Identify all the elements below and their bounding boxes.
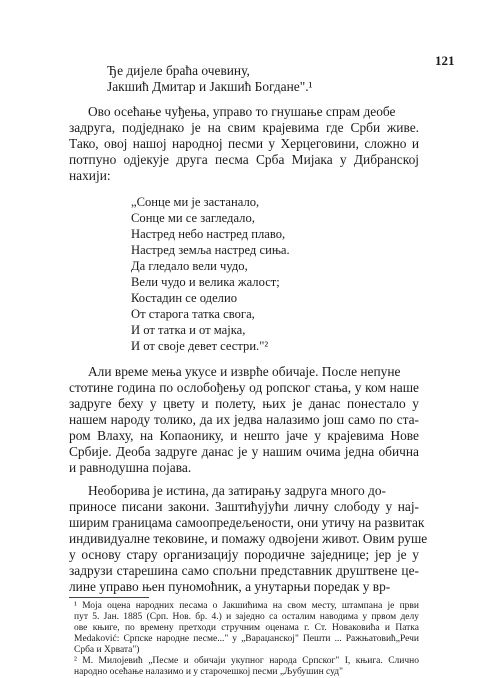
paragraph-line: лине управо њен пуномоћник, а унутарњи поредак у вр-: [69, 579, 391, 594]
paragraph-line: Тако, овој нашој народној песми у Херцеговини, сложно и: [69, 136, 419, 151]
verse-line: Сонце ми се загледало,: [131, 211, 255, 225]
footnote-line: Срба и Хрвата"): [74, 645, 140, 655]
verse-line: Настред земља настред сиња.: [131, 243, 290, 257]
paragraph-line: и равнодушна појава.: [69, 460, 192, 475]
paragraph-line: задруга, подједнако је на свим крајевима где Срби живе.: [69, 120, 419, 135]
text-line: Ђе дијеле браћа очевину,: [107, 63, 250, 78]
paragraph-line: нашем народу толико, да их једва налазимо још само по ста-: [69, 412, 419, 427]
paragraph-line: задрузи старешина само спољни представник друштвене це-: [69, 563, 419, 578]
verse-line: „Сонце ми је застанало,: [131, 195, 260, 209]
verse-line: Да гледало вели чудо,: [131, 259, 248, 273]
verse-line: И от своје девет сестри."²: [131, 339, 269, 353]
paragraph-line: ром Влаху, на Копаонику, и нешто јаче у крајевима Нове: [69, 428, 419, 443]
footnote-line: ¹ Моја оцена народних песама о Јакшићима на свом месту, штампана је први: [74, 601, 419, 611]
footnote-line: народно осећање налазимо и у старочешкој песми „Љубушин суд": [74, 667, 343, 677]
verse-line: От старога татка свога,: [131, 307, 255, 321]
paragraph-line: Ово осећање чуђења, управо то гнушање спрам деобе: [88, 104, 396, 119]
verse-line: Настред небо настред плаво,: [131, 227, 286, 241]
paragraph-line: задруге беху у цвету и полету, њих је данас понестало у: [69, 396, 419, 411]
footnote-line: ове књиге, по времену претходи стручним оценама г. Ст. Новаковића и Патка: [74, 623, 419, 633]
paragraph-line: Али време мења укусе и изврће обичаје. После непуне: [88, 364, 401, 379]
paragraph-line: индивидуалне тековине, и помажу одвојени живот. Овим руше: [69, 531, 428, 546]
paragraph-line: нахији:: [69, 168, 111, 183]
text-line: Јакшић Дмитар и Јакшић Богдане".¹: [107, 79, 313, 94]
verse-line: Вели чудо и велика жалост;: [131, 275, 280, 289]
paragraph-line: у основу стару организацију породичне заједнице; јер је у: [69, 547, 419, 562]
verse-line: И от татка и от мајка,: [131, 323, 246, 337]
footnote-line: пут 5. Јан. 1885 (Срп. Нов. бр. 4.) и заједно са осталим наводима у првом делу: [74, 612, 419, 622]
paragraph-line: Србије. Деоба задруге данас је у нашим очима једна обична: [69, 444, 419, 459]
footnote-line: Medaković: Српске народне песме..." у „Вараџанској" Пешти ... Ражњатовић„Речи: [74, 634, 419, 644]
footnote-divider: [69, 597, 149, 598]
paragraph-line: ширим границама самоопредељености, они утичу на развитак: [69, 515, 425, 530]
paragraph-line: Необорива је истина, да затирању задруга много до-: [88, 483, 386, 498]
footnote-line: ² М. Милојевић „Песме и обичаји укупног народа Српског" I, књига. Слично: [74, 656, 419, 666]
paragraph-line: потпуно одјекује друга песма Срба Мијака у Дибранској: [69, 152, 419, 167]
paragraph-line: приносе писани закони. Заштићујући личну слободу у нај-: [69, 499, 419, 514]
page-number: 121: [435, 53, 455, 68]
verse-line: Костадин се оделио: [131, 291, 237, 305]
paragraph-line: стотине година по ослобођењу од ропског стања, у ком наше: [69, 380, 419, 395]
